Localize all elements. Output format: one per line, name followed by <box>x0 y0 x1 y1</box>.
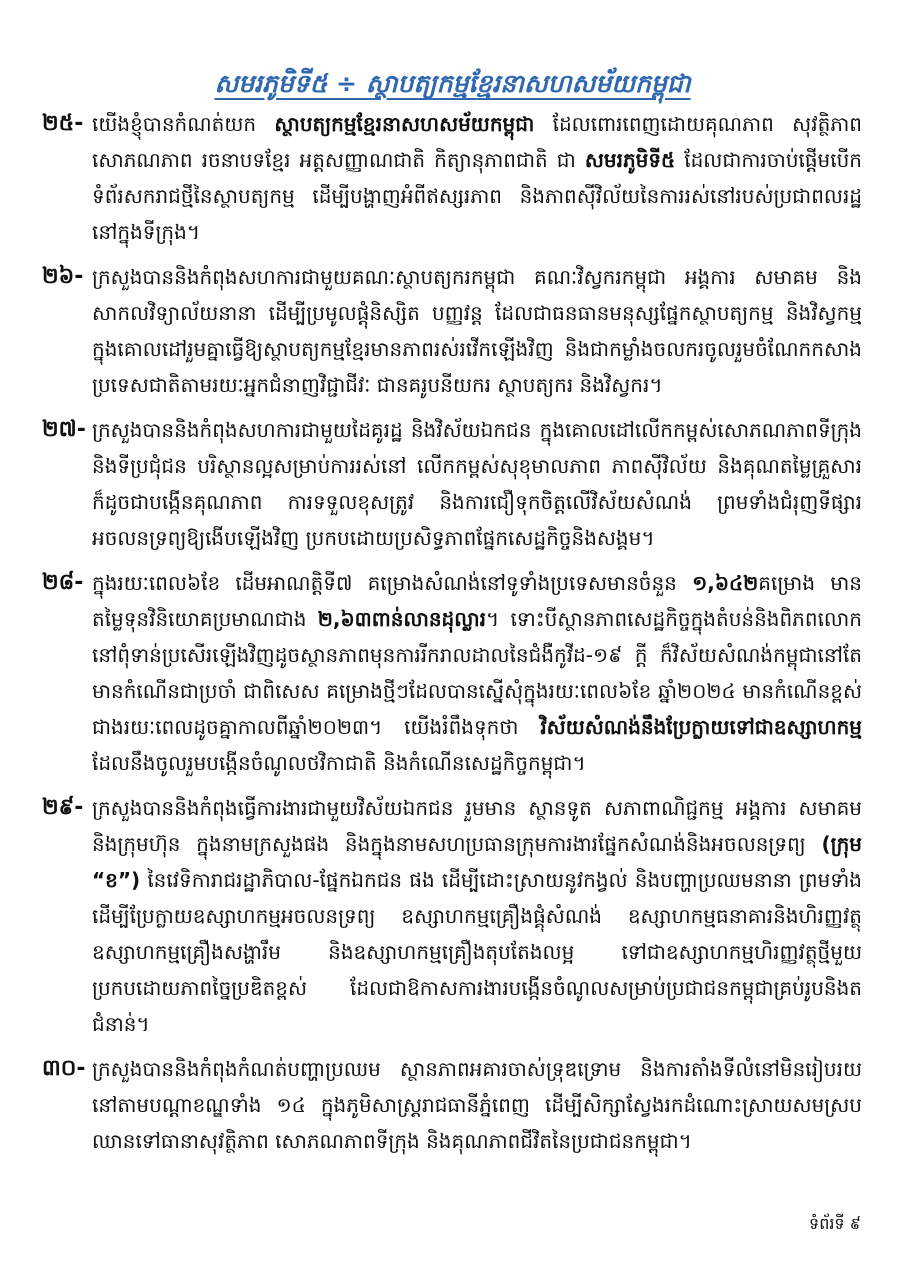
paragraph <box>42 412 862 556</box>
text-segment: ដែលជាការចាប់ផ្តើមបើកទំព័រសករាជថ្មីនៃស្ថាបត្យកម្ម ដើម្បីបង្ហាញអំពីឥស្សរភាព និងភាពស៊ីវិល័យនៃការរស់នៅរបស់ប្រជាពលរដ្ឋនៅក្នុងទីក្រុង។ <box>92 148 862 244</box>
bold-text: (ក្រុម “ខ”) <box>92 832 862 892</box>
paragraph <box>42 790 862 1042</box>
paragraph-text <box>92 106 862 250</box>
paragraph-text <box>92 790 862 1042</box>
paragraph-number: ២៦- <box>42 264 84 289</box>
bold-text: វិស័យសំណង់នឹងប្រែក្លាយទៅជាឧស្សាហកម្ម <box>540 715 862 739</box>
paragraph-number: ២៩- <box>42 795 84 820</box>
paragraph-list <box>42 106 862 1168</box>
paragraph <box>42 106 862 250</box>
paragraph <box>42 565 862 781</box>
paragraph-number: ២៧- <box>42 417 86 442</box>
paragraph-number: ២៥- <box>42 111 84 136</box>
page-number: ទំព័រទី ៩ <box>809 1214 861 1233</box>
paragraph <box>42 1051 862 1159</box>
paragraph-text <box>92 412 862 556</box>
text-segment: ដែលនឹងចូលរួមបង្កើនចំណូលថវិកាជាតិ និងកំណើនសេដ្ឋកិច្ចកម្ពុជា។ <box>92 751 586 775</box>
paragraph-text <box>92 565 862 781</box>
text-segment: ក្រសួងបាននិងកំពុងកំណត់បញ្ហាប្រឈម ស្ថានភាពអគារចាស់ទ្រុឌទ្រោម និងការតាំងទីលំនៅមិនរៀបរយ នៅតាមបណ្តាខណ្ឌទាំង ១៤ ក្នុងភូមិសាស្ត្ររាជធានីភ្នំពេញ ដើម្បីសិក្សាស្វែងរកដំណោះស្រាយសមស្រប ឈានទៅធានាសុវត្ថិភាព សោភណភាពទីក្រុង និងគុណភាពជីវិតនៃប្រជាជនកម្ពុជា។ <box>92 1057 862 1153</box>
text-segment: ក្នុងរយៈពេល៦ខែ ដើមអាណត្តិទី៧ គម្រោងសំណង់នៅទូទាំងប្រទេសមានចំនួន <box>92 571 693 595</box>
text-segment: ដែលពោរពេញដោយគុណភាព សុវត្ថិភាព សោភណភាព រចនាបទខ្មែរ អត្តសញ្ញាណជាតិ កិត្យានុភាពជាតិ ជា <box>92 112 863 172</box>
text-segment: គម្រោង មានតម្លៃទុនវិនិយោគប្រមាណជាង <box>92 571 862 631</box>
paragraph-number: ២៨- <box>42 570 84 595</box>
paragraph-number: ៣០- <box>42 1056 86 1081</box>
bold-text: ១,៦៤២ <box>692 571 759 595</box>
text-segment: ក្រសួងបាននិងកំពុងធ្វើការងារជាមួយវិស័យឯកជន រួមមាន ស្ថានទូត សភាពាណិជ្ជកម្ម អង្គការ សមាគម និងក្រុមហ៊ុន ក្នុងនាមក្រសួងផង និងក្នុងនាមសហប្រធានក្រុមការងារផ្នែកសំណង់និងអចលនទ្រព្យ <box>92 796 862 856</box>
paragraph <box>42 259 862 403</box>
bold-text: ២,៦៣ពាន់លានដុល្លារ <box>317 607 486 631</box>
section-title: សមរភូមិទី៥ ÷ ស្ថាបត្យកម្មខ្មែរនាសហសម័យកម្ពុជា <box>214 69 691 98</box>
text-segment: យើងខ្ញុំបានកំណត់យក <box>92 112 275 136</box>
text-segment: ក្រសួងបាននិងកំពុងសហការជាមួយគណៈស្ថាបត្យករកម្ពុជា គណៈវិស្វករកម្ពុជា អង្គការ សមាគម និងសាកលវិទ្យាល័យនានា ដើម្បីប្រមូលផ្តុំនិស្សិត បញ្ញវន្ត ដែលជាធនធានមនុស្សផ្នែកស្ថាបត្យកម្ម និងវិស្វកម្ម ក្នុងគោលដៅរួមគ្នាធ្វើឱ្យស្ថាបត្យកម្មខ្មែរមានភាពរស់រវើកឡើងវិញ និងជាកម្លាំងចលករចូលរួមចំណែកកសាងប្រទេសជាតិតាមរយៈអ្នកជំនាញវិជ្ជាជីវៈ ជានគរូបនីយករ ស្ថាបត្យករ និងវិស្វករ។ <box>92 265 862 397</box>
bold-text: សមរភូមិទី៥ <box>584 148 676 172</box>
text-segment: ក្រសួងបាននិងកំពុងសហការជាមួយដៃគូរដ្ឋ និងវិស័យឯកជន ក្នុងគោលដៅលើកកម្ពស់សោភណភាពទីក្រុងនិងទីប្រជុំជន បរិស្ថានល្អសម្រាប់ការរស់នៅ លើកកម្ពស់សុខុមាលភាព ភាពស៊ីវិល័យ និងគុណតម្លៃគ្រួសារ ក៏ដូចជាបង្កើនគុណភាព ការទទួលខុសត្រូវ និងការជឿទុកចិត្តលើវិស័យសំណង់ ព្រមទាំងជំរុញទីផ្សារអចលនទ្រព្យឱ្យងើបឡើងវិញ ប្រកបដោយប្រសិទ្ធភាពផ្នែកសេដ្ឋកិច្ចនិងសង្គម។ <box>92 418 862 550</box>
paragraph-text <box>92 259 862 403</box>
bold-text: ស្ថាបត្យកម្មខ្មែរនាសហសម័យកម្ពុជា <box>274 112 535 136</box>
text-segment: ។ ទោះបីស្ថានភាពសេដ្ឋកិច្ចក្នុងតំបន់និងពិភពលោកនៅពុំទាន់ប្រសើរឡើងវិញដូចស្ថានភាពមុនការរីករាលដាលនៃជំងឺកូវីដ-១៩ ក្តី ក៏វិស័យសំណង់កម្ពុជានៅតែមានកំណើនជាប្រចាំ ជាពិសេស គម្រោងថ្មីៗដែលបានស្នើសុំក្នុងរយៈពេល៦ខែ ឆ្នាំ២០២៤ មានកំណើនខ្ពស់ជាងរយៈពេលដូចគ្នាកាលពីឆ្នាំ២០២៣។ យើងរំពឹងទុកថា <box>92 607 863 739</box>
paragraph-text <box>92 1051 862 1159</box>
text-segment: នៃវេទិការាជរដ្ឋាភិបាល-ផ្នែកឯកជន ផង ដើម្បីដោះស្រាយនូវកង្វល់ និងបញ្ហាប្រឈមនានា ព្រមទាំងដើម្បីប្រែក្លាយឧស្សាហកម្មអចលនទ្រព្យ ឧស្សាហកម្មគ្រឿងផ្គុំសំណង់ ឧស្សាហកម្មធនាគារនិងហិរញ្ញវត្ថុ ឧស្សាហកម្មគ្រឿងសង្ហារឹម និងឧស្សាហកម្មគ្រឿងតុបតែងលម្អ ទៅជាឧស្សាហកម្មហិរញ្ញវត្ថុថ្មីមួយ ប្រកបដោយភាពច្នៃប្រឌិតខ្ពស់ ដែលជាឱកាសការងារបង្កើនចំណូលសម្រាប់ប្រជាជនកម្ពុជាគ្រប់រូបនិងតជំនាន់។ <box>92 868 862 1036</box>
